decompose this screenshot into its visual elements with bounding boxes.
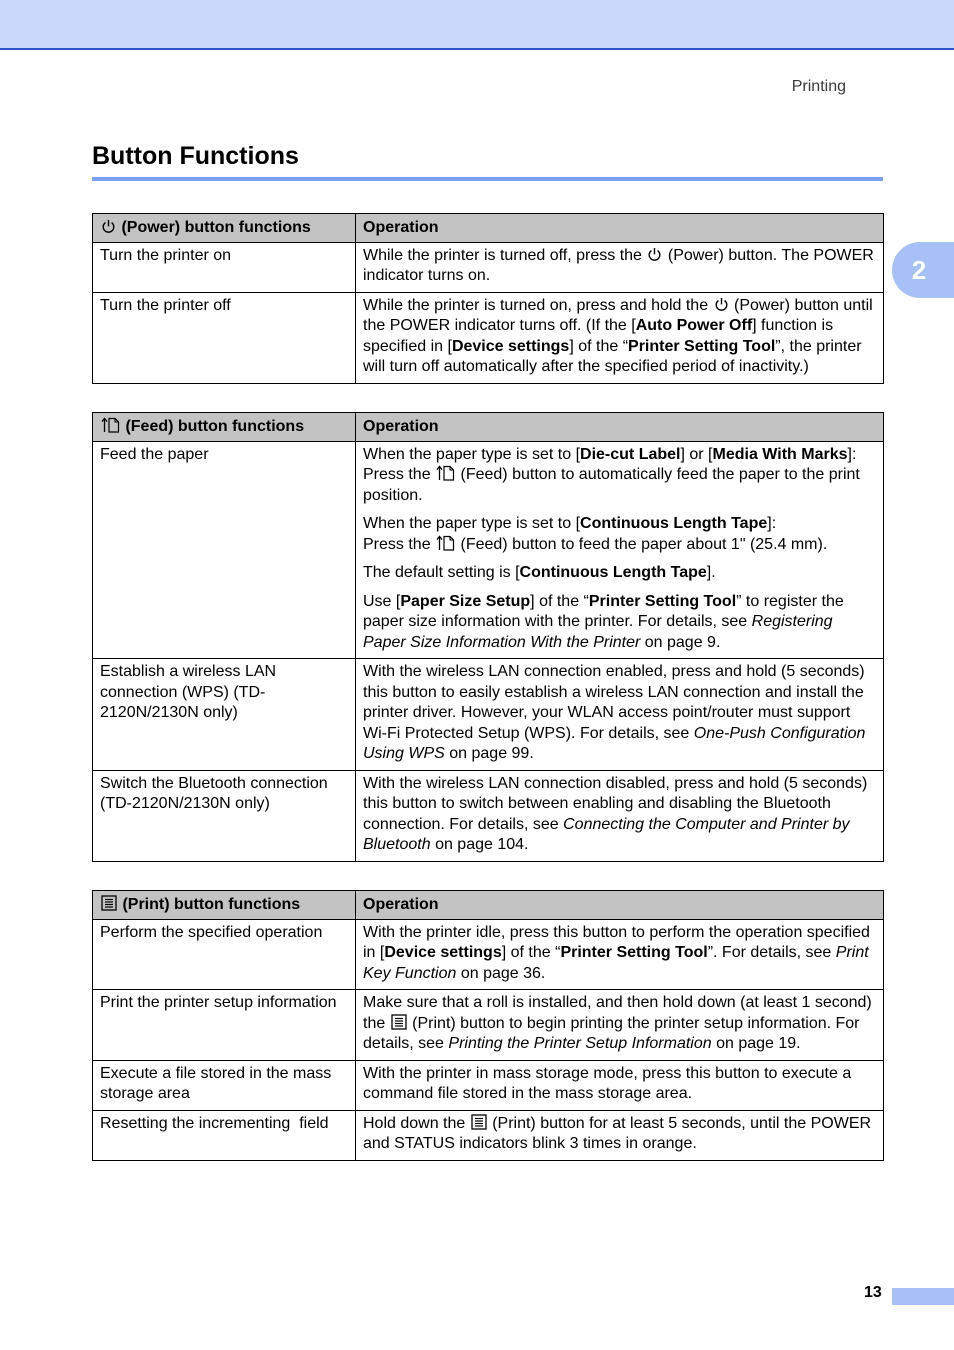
ui-term: Device settings: [384, 944, 502, 961]
table-row: [93, 919, 884, 990]
chapter-number: 2: [911, 254, 927, 285]
table-row: [93, 242, 884, 292]
table-header-row: [93, 413, 884, 442]
text-run: Hold down the: [363, 1114, 466, 1132]
function-cell: Perform the specified operation: [93, 919, 356, 990]
header-label: (Feed) button functions: [125, 418, 305, 435]
ui-term: Device settings: [451, 337, 570, 355]
text-run: on page 104.: [435, 836, 529, 853]
text-run: on page 9.: [644, 633, 721, 651]
operation-cell: [356, 919, 884, 990]
cross-reference-link[interactable]: One-Push Configuration Using WPS: [363, 724, 866, 762]
text-run: (Feed) button to automatically feed the paper to the print position.: [363, 466, 860, 504]
header-label: (Print) button functions: [122, 896, 301, 913]
text-run: ” to register the paper size information with the printer. For details, see: [363, 592, 844, 630]
paragraph: [363, 563, 877, 584]
page-number: 13: [864, 1284, 882, 1301]
ui-term: Paper Size Setup: [400, 592, 531, 610]
operation-cell: [356, 770, 884, 861]
text-run: Press the: [363, 466, 431, 483]
function-column-header: [93, 891, 356, 920]
text-run: While the printer is turned off, press the: [363, 246, 642, 264]
text-run: (Power) button until the POWER indicator turns off. (If the [: [363, 296, 873, 334]
operation-column-header: Operation: [356, 413, 884, 442]
text-run: ] of the “: [501, 944, 561, 961]
feed-icon: [436, 535, 455, 551]
power-icon: [101, 219, 116, 234]
feed-button-table: [92, 412, 884, 862]
ui-term: Printer Setting Tool: [588, 592, 737, 610]
table-row: [93, 292, 884, 383]
paragraph: [363, 592, 877, 654]
text-run: ].: [706, 564, 716, 581]
cross-reference-link[interactable]: Print Key Function: [363, 944, 869, 982]
text-run: With the wireless LAN connection enabled, press and hold (5 seconds) this button to easily establish a wireless LAN connection and install the printer driver. However, your WLAN access point/router must support Wi-Fi Protected Setup (WPS). For details, see: [363, 663, 865, 742]
text-run: Make sure that a roll is installed, and then hold down (at least 1 second) the: [363, 994, 872, 1032]
text-run: on page 99.: [449, 745, 534, 762]
text-run: ] function is specified in [: [363, 317, 834, 355]
text-run: (Power) button. The POWER indicator turns on.: [363, 246, 874, 284]
operation-cell: With the printer in mass storage mode, press this button to execute a command file stored in the mass storage area.: [356, 1060, 884, 1110]
table-header-row: [93, 214, 884, 243]
header-label: (Power) button functions: [121, 219, 311, 236]
ui-term: Printer Setting Tool: [628, 337, 776, 355]
text-run: on page 19.: [716, 1035, 801, 1052]
text-run: When the paper type is set to [: [363, 445, 581, 463]
chapter-tab[interactable]: [892, 242, 954, 298]
cross-reference-link[interactable]: Connecting the Computer and Printer by Bluetooth: [363, 815, 850, 853]
print-icon: [391, 1014, 407, 1030]
page-tab: [892, 1288, 954, 1305]
print-button-table: [92, 890, 884, 1161]
text-run: The default setting is [: [363, 564, 520, 581]
feed-icon: [436, 465, 455, 481]
function-cell: Resetting the incrementing field: [93, 1110, 356, 1160]
operation-cell: [356, 659, 884, 771]
text-run: ]:: [847, 445, 857, 463]
function-cell: Turn the printer on: [93, 242, 356, 292]
paragraph: [363, 445, 877, 507]
text-run: With the printer idle, press this button to perform the operation specified in [: [363, 923, 870, 961]
title-rule: [92, 177, 883, 181]
function-cell: Execute a file stored in the mass storage area: [93, 1060, 356, 1110]
operation-column-header: Operation: [356, 891, 884, 920]
print-icon: [471, 1114, 487, 1130]
function-column-header: [93, 413, 356, 442]
table-row: [93, 990, 884, 1061]
ui-term: Die-cut Label: [580, 445, 681, 463]
table-row: [93, 659, 884, 771]
text-run: When the paper type is set to [: [363, 515, 581, 532]
operation-cell: [356, 292, 884, 383]
text-run: ] of the “: [530, 592, 589, 610]
ui-term: Auto Power Off: [635, 317, 753, 334]
table-row: [93, 1060, 884, 1110]
function-cell: Establish a wireless LAN connection (WPS) (TD-2120N/2130N only): [93, 659, 356, 771]
ui-term: Continuous Length Tape: [580, 515, 768, 532]
operation-cell: [356, 990, 884, 1061]
table-row: [93, 441, 884, 659]
page-title: Button Functions: [92, 142, 299, 170]
operation-cell: [356, 1110, 884, 1160]
text-run: Use [: [363, 592, 401, 610]
power-button-table: [92, 213, 884, 384]
function-cell: Switch the Bluetooth connection (TD-2120N/2130N only): [93, 770, 356, 861]
function-cell: Feed the paper: [93, 441, 356, 659]
ui-term: Printer Setting Tool: [560, 944, 708, 961]
power-icon: [647, 247, 662, 262]
cross-reference-link[interactable]: Printing the Printer Setup Information: [448, 1035, 712, 1052]
ui-term: Media With Marks: [712, 445, 848, 463]
feed-icon: [101, 417, 120, 433]
function-column-header: [93, 214, 356, 243]
text-run: ”. For details, see: [707, 944, 832, 961]
operation-cell: [356, 441, 884, 659]
power-icon: [714, 297, 729, 312]
table-row: [93, 1110, 884, 1160]
text-run: ”, the printer will turn off automatically after the specified period of inactivity.): [363, 337, 862, 375]
text-run: (Print) button to begin printing the printer setup information. For details, see: [363, 1014, 860, 1052]
function-cell: Turn the printer off: [93, 292, 356, 383]
cross-reference-link[interactable]: Registering Paper Size Information With the Printer: [363, 613, 833, 651]
text-run: ]:: [767, 515, 777, 532]
text-run: With the wireless LAN connection disabled, press and hold (5 seconds) this button to switch between enabling and disabling the Bluetooth connection. For details, see: [363, 774, 868, 833]
text-run: Press the: [363, 535, 431, 553]
operation-cell: [356, 242, 884, 292]
operation-column-header: Operation: [356, 214, 884, 243]
text-run: While the printer is turned on, press and hold the: [363, 296, 709, 314]
text-run: ] of the “: [569, 337, 629, 355]
running-header: Printing: [791, 78, 846, 95]
top-banner: [0, 0, 954, 50]
text-run: (Feed) button to feed the paper about 1" (25.4 mm).: [460, 535, 828, 553]
paragraph: [363, 514, 877, 555]
function-cell: Print the printer setup information: [93, 990, 356, 1061]
print-icon: [101, 895, 117, 911]
text-run: on page 36.: [460, 964, 546, 982]
ui-term: Continuous Length Tape: [519, 564, 707, 581]
text-run: (Print) button for at least 5 seconds, until the POWER and STATUS indicators blink 3 times in orange.: [363, 1114, 872, 1152]
table-header-row: [93, 891, 884, 920]
text-run: ] or [: [680, 445, 713, 463]
table-row: [93, 770, 884, 861]
